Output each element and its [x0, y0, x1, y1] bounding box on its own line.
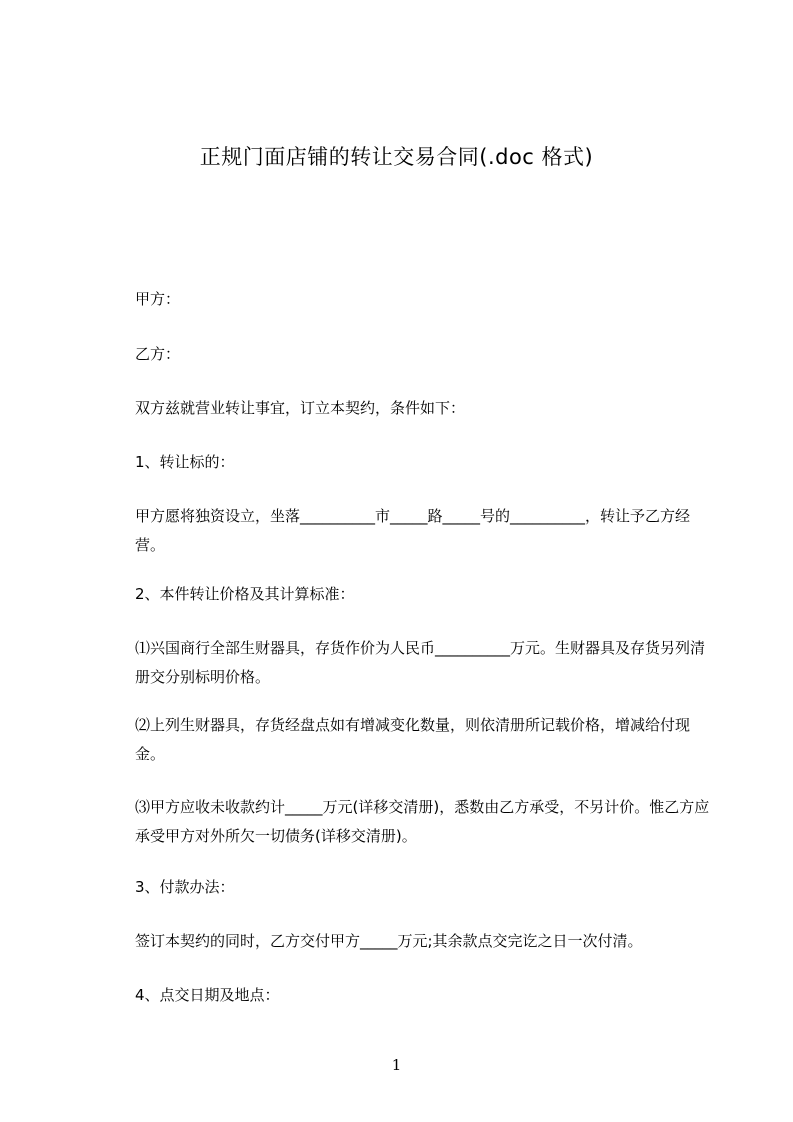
intro-paragraph: 双方兹就营业转让事宜，订立本契约，条件如下：	[135, 399, 466, 417]
section-4-heading: 4、点交日期及地点：	[135, 986, 280, 1004]
section-1-heading: 1、转让标的：	[135, 453, 235, 471]
section-2-item-3: ⑶甲方应收未收款约计_____万元(详移交清册)，悉数由乙方承受，不另计价。惟乙方应承受甲方对外所欠一切债务(详移交清册)。	[135, 798, 710, 845]
document-title: 正规门面店铺的转让交易合同(.doc 格式)	[199, 145, 594, 169]
section-3-body: 签订本契约的同时，乙方交付甲方_____万元;其余款点交完讫之日一次付清。	[135, 932, 643, 950]
section-1-body: 甲方愿将独资设立，坐落__________市_____路_____号的__________，转让予乙方经营。	[135, 507, 691, 554]
section-2-item-1: ⑴兴国商行全部生财器具，存货作价为人民币__________万元。生财器具及存货另列清册交分别标明价格。	[135, 639, 706, 686]
section-3-heading: 3、付款办法：	[135, 878, 235, 896]
section-2-item-2: ⑵上列生财器具，存货经盘点如有增减变化数量，则依清册所记载价格，增减给付现金。	[135, 716, 691, 763]
party-b-line: 乙方：	[135, 345, 181, 363]
section-2-heading: 2、本件转让价格及其计算标准：	[135, 585, 355, 603]
party-a-line: 甲方：	[135, 290, 181, 308]
page-number: 1	[391, 1056, 402, 1074]
